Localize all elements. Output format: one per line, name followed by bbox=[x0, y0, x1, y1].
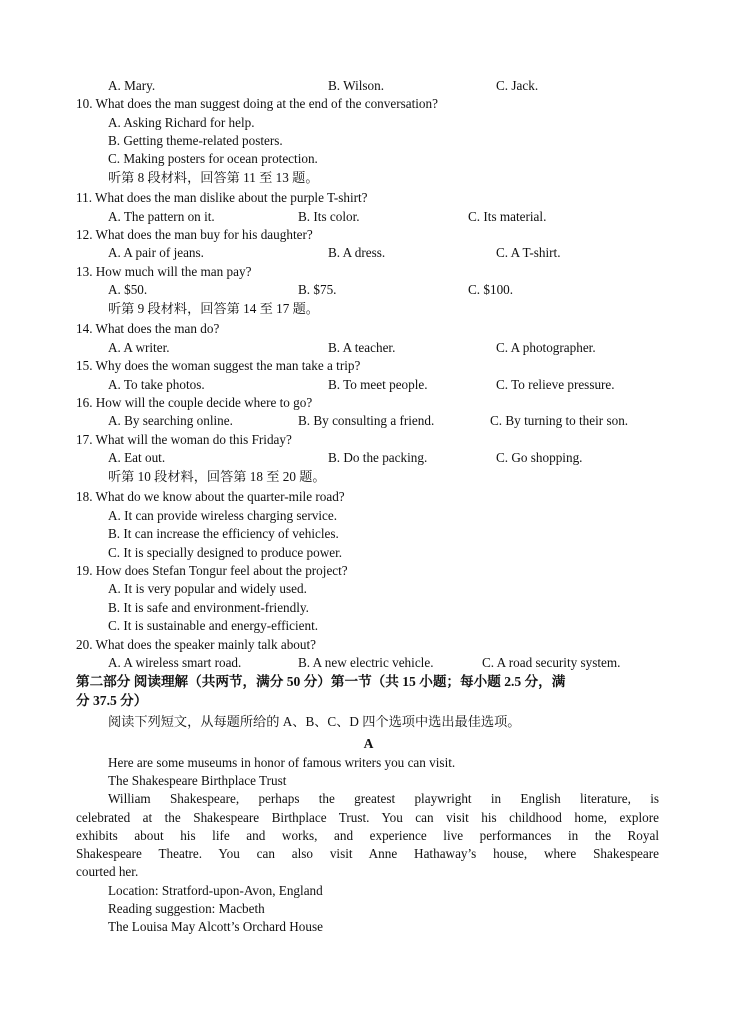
q12-option-a: A. A pair of jeans. bbox=[108, 245, 204, 260]
part2-heading-line1: 第二部分 阅读理解（共两节，满分 50 分）第一节（共 15 小题；每小题 2.5 分，满 bbox=[76, 674, 566, 689]
q19-stem: 19. How does Stefan Tongur feel about the project? bbox=[76, 563, 348, 578]
q14-option-c: C. A photographer. bbox=[496, 340, 596, 355]
q18-stem: 18. What do we know about the quarter-mile road? bbox=[76, 489, 345, 504]
q11-stem: 11. What does the man dislike about the purple T-shirt? bbox=[76, 190, 368, 205]
q15-option-c: C. To relieve pressure. bbox=[496, 377, 615, 392]
section-9-instruction: 听第 9 段材料，回答第 14 至 17 题。 bbox=[108, 301, 319, 316]
q10-stem: 10. What does the man suggest doing at the end of the conversation? bbox=[76, 96, 438, 111]
q18-option-a: A. It can provide wireless charging service. bbox=[108, 508, 337, 523]
passage-para-line: exhibits about his life and works, and experience live performances in the Royal bbox=[76, 828, 659, 843]
q14-stem: 14. What does the man do? bbox=[76, 321, 220, 336]
museum-1-reading: Reading suggestion: Macbeth bbox=[108, 901, 265, 916]
q18-option-c: C. It is specially designed to produce power. bbox=[108, 545, 343, 560]
q19-option-a: A. It is very popular and widely used. bbox=[108, 581, 307, 596]
museum-1-location: Location: Stratford-upon-Avon, England bbox=[108, 883, 323, 898]
q15-option-a: A. To take photos. bbox=[108, 377, 205, 392]
section-10-instruction: 听第 10 段材料，回答第 18 至 20 题。 bbox=[108, 469, 326, 484]
q10-option-c: C. Making posters for ocean protection. bbox=[108, 151, 318, 166]
q17-option-b: B. Do the packing. bbox=[328, 450, 428, 465]
q9-option-b: B. Wilson. bbox=[328, 78, 385, 93]
q16-option-c: C. By turning to their son. bbox=[490, 413, 629, 428]
q20-option-c: C. A road security system. bbox=[482, 655, 621, 670]
q16-option-a: A. By searching online. bbox=[108, 413, 233, 428]
q13-option-c: C. $100. bbox=[468, 282, 514, 297]
passage-para-line: William Shakespeare, perhaps the greatest playwright in English literature, is bbox=[108, 791, 659, 806]
q13-option-b: B. $75. bbox=[298, 282, 337, 297]
q16-stem: 16. How will the couple decide where to go? bbox=[76, 395, 313, 410]
passage-para-line: courted her. bbox=[76, 864, 139, 879]
q19-option-c: C. It is sustainable and energy-efficient. bbox=[108, 618, 319, 633]
passage-para-line: celebrated at the Shakespeare Birthplace Trust. You can visit his childhood home, explore bbox=[76, 810, 659, 825]
passage-para-line: Shakespeare Theatre. You can also visit Anne Hathaway’s house, where Shakespeare bbox=[76, 846, 659, 861]
q10-option-b: B. Getting theme-related posters. bbox=[108, 133, 283, 148]
q11-option-c: C. Its material. bbox=[468, 209, 547, 224]
q9-option-a: A. Mary. bbox=[108, 78, 156, 93]
museum-1-heading: The Shakespeare Birthplace Trust bbox=[108, 773, 287, 788]
q11-option-b: B. Its color. bbox=[298, 209, 360, 224]
q13-stem: 13. How much will the man pay? bbox=[76, 264, 252, 279]
q18-option-b: B. It can increase the efficiency of vehicles. bbox=[108, 526, 339, 541]
q17-option-a: A. Eat out. bbox=[108, 450, 166, 465]
q15-option-b: B. To meet people. bbox=[328, 377, 428, 392]
q20-stem: 20. What does the speaker mainly talk about? bbox=[76, 637, 316, 652]
passage-intro: Here are some museums in honor of famous writers you can visit. bbox=[108, 755, 456, 770]
q14-option-a: A. A writer. bbox=[108, 340, 170, 355]
q12-stem: 12. What does the man buy for his daughter? bbox=[76, 227, 313, 242]
q11-option-a: A. The pattern on it. bbox=[108, 209, 215, 224]
part2-heading-line2: 分 37.5 分） bbox=[76, 693, 148, 708]
section-8-instruction: 听第 8 段材料，回答第 11 至 13 题。 bbox=[108, 170, 319, 185]
q10-option-a: A. Asking Richard for help. bbox=[108, 115, 255, 130]
q17-stem: 17. What will the woman do this Friday? bbox=[76, 432, 292, 447]
passage-label: A bbox=[363, 736, 374, 751]
q9-option-c: C. Jack. bbox=[496, 78, 539, 93]
q13-option-a: A. $50. bbox=[108, 282, 148, 297]
reading-instruction: 阅读下列短文，从每题所给的 A、B、C、D 四个选项中选出最佳选项。 bbox=[108, 714, 521, 729]
q19-option-b: B. It is safe and environment-friendly. bbox=[108, 600, 309, 615]
q12-option-c: C. A T-shirt. bbox=[496, 245, 561, 260]
q15-stem: 15. Why does the woman suggest the man take a trip? bbox=[76, 358, 361, 373]
q20-option-a: A. A wireless smart road. bbox=[108, 655, 242, 670]
q16-option-b: B. By consulting a friend. bbox=[298, 413, 435, 428]
q14-option-b: B. A teacher. bbox=[328, 340, 396, 355]
q17-option-c: C. Go shopping. bbox=[496, 450, 583, 465]
museum-2-heading: The Louisa May Alcott’s Orchard House bbox=[108, 919, 323, 934]
q12-option-b: B. A dress. bbox=[328, 245, 386, 260]
q20-option-b: B. A new electric vehicle. bbox=[298, 655, 434, 670]
